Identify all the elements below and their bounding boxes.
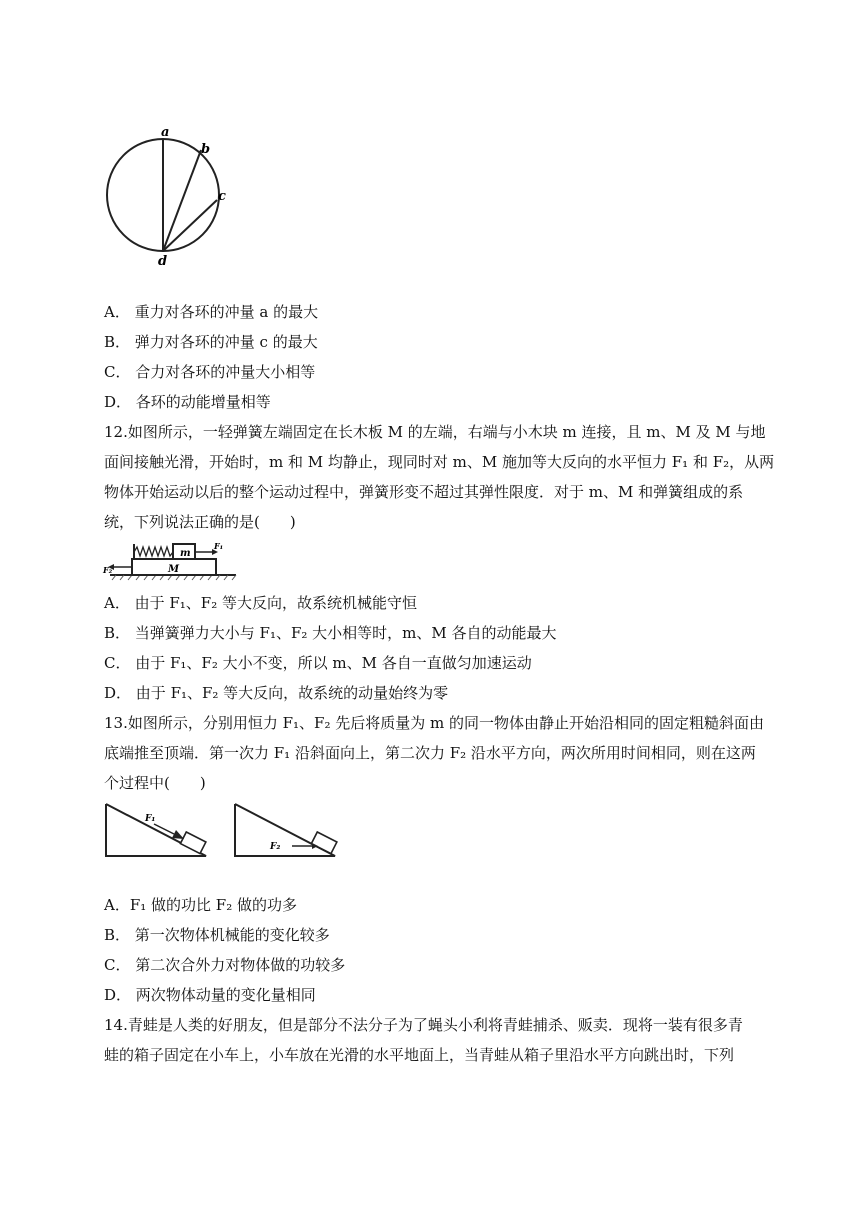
q12-option-c: C． 由于 F₁、F₂ 大小不变，所以 m、M 各自一直做匀加速运动	[104, 654, 532, 672]
q13-stem-line-2: 底端推至顶端．第一次力 F₁ 沿斜面向上，第二次力 F₂ 沿水平方向，两次所用时间相同，则在这两	[104, 744, 756, 762]
label-c: c	[218, 189, 226, 204]
q13-option-d: D． 两次物体动量的变化量相同	[104, 986, 316, 1004]
q12-stem-line-1: 12.如图所示，一轻弹簧左端固定在长木板 M 的左端，右端与小木块 m 连接，且 m、M 及 M 与地	[104, 423, 766, 441]
label-a: a	[161, 125, 170, 140]
label-b: b	[201, 142, 211, 157]
label-F2: F₂	[103, 565, 113, 575]
q11-option-b: B． 弹力对各环的冲量 c 的最大	[104, 333, 318, 351]
circle-figure	[100, 122, 240, 270]
label-d: d	[158, 254, 168, 269]
q12-option-a: A． 由于 F₁、F₂ 等大反向，故系统机械能守恒	[104, 594, 417, 612]
inclines-figure	[102, 800, 342, 862]
q12-stem-line-3: 物体开始运动以后的整个运动过程中，弹簧形变不超过其弹性限度．对于 m、M 和弹簧组成的系	[104, 483, 744, 501]
q11-option-c: C． 合力对各环的冲量大小相等	[104, 363, 316, 381]
q14-stem-line-1: 14.青蛙是人类的好朋友，但是部分不法分子为了蝇头小利将青蛙捕杀、贩卖．现将一装有很多青	[104, 1016, 743, 1034]
label-F1: F₁	[214, 541, 224, 551]
label-F2-incline: F₂	[270, 842, 281, 852]
spring-block-figure	[102, 537, 238, 587]
q12-option-d: D． 由于 F₁、F₂ 等大反向，故系统的动量始终为零	[104, 684, 449, 702]
label-F1-incline: F₁	[145, 814, 156, 824]
q13-option-c: C． 第二次合外力对物体做的功较多	[104, 956, 346, 974]
q13-stem-line-3: 个过程中( )	[104, 774, 206, 792]
q12-stem-line-4: 统，下列说法正确的是( )	[104, 513, 296, 531]
q13-option-b: B． 第一次物体机械能的变化较多	[104, 926, 330, 944]
q13-option-a: A．F₁ 做的功比 F₂ 做的功多	[104, 896, 297, 914]
q13-stem-line-1: 13.如图所示，分别用恒力 F₁、F₂ 先后将质量为 m 的同一物体由静止开始沿相同的固定粗糙斜面由	[104, 714, 764, 732]
q14-stem-line-2: 蛙的箱子固定在小车上，小车放在光滑的水平地面上，当青蛙从箱子里沿水平方向跳出时，下列	[104, 1046, 735, 1064]
q11-option-a: A． 重力对各环的冲量 a 的最大	[104, 303, 319, 321]
q11-option-d: D． 各环的动能增量相等	[104, 393, 271, 411]
q12-option-b: B． 当弹簧弹力大小与 F₁、F₂ 大小相等时，m、M 各自的动能最大	[104, 624, 557, 642]
q12-stem-line-2: 面间接触光滑，开始时，m 和 M 均静止，现同时对 m、M 施加等大反向的水平恒力 F₁ 和 F₂，从两	[104, 453, 775, 471]
label-M: M	[168, 564, 180, 575]
label-m: m	[180, 548, 191, 559]
